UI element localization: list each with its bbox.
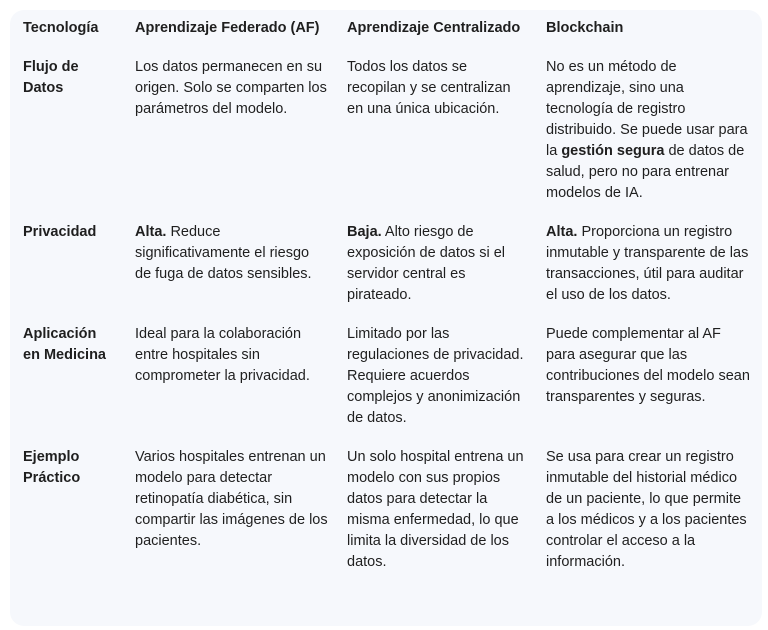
bold-text: Alta. bbox=[546, 224, 578, 240]
bold-text: Baja. bbox=[347, 224, 382, 240]
cell-aplicacion-blockchain: Puede complementar al AF para asegurar que las contribuciones del modelo sean transparentes y seguras. bbox=[546, 326, 750, 405]
table-row bbox=[14, 57, 762, 222]
header-blockchain: Blockchain bbox=[546, 20, 624, 36]
cell-text: de datos de salud, pero no para entrenar modelos de IA. bbox=[546, 143, 745, 201]
row-label-flujo-de-datos: Flujo de Datos bbox=[23, 59, 79, 96]
cell-privacidad-af bbox=[126, 222, 338, 324]
table-row bbox=[14, 222, 762, 324]
cell-flujo-af: Los datos permanecen en su origen. Solo se comparten los parámetros del modelo. bbox=[135, 59, 327, 117]
cell-privacidad-centralizado bbox=[338, 222, 537, 324]
comparison-table bbox=[14, 16, 762, 577]
row-label-ejemplo-practico: Ejemplo Práctico bbox=[23, 449, 81, 486]
header-aprendizaje-federado: Aprendizaje Federado (AF) bbox=[135, 20, 320, 36]
cell-flujo-centralizado: Todos los datos se recopilan y se centralizan en una única ubicación. bbox=[347, 59, 511, 117]
cell-text: Proporciona un registro inmutable y transparente de las transacciones, útil para auditar el uso de los datos. bbox=[546, 224, 749, 303]
bold-text: gestión segura bbox=[561, 143, 665, 159]
cell-aplicacion-af: Ideal para la colaboración entre hospitales sin comprometer la privacidad. bbox=[135, 326, 310, 384]
cell-ejemplo-centralizado: Un solo hospital entrena un modelo con sus propios datos para detectar la misma enfermedad, lo que limita la diversidad de los datos. bbox=[347, 449, 524, 570]
table-header-row bbox=[14, 16, 762, 57]
cell-ejemplo-af: Varios hospitales entrenan un modelo para detectar retinopatía diabética, sin compartir las imágenes de los pacientes. bbox=[135, 449, 328, 549]
header-tecnologia: Tecnología bbox=[23, 20, 99, 36]
cell-flujo-blockchain bbox=[537, 57, 762, 222]
comparison-card bbox=[10, 10, 762, 626]
cell-privacidad-blockchain bbox=[537, 222, 762, 324]
bold-text: Alta. bbox=[135, 224, 167, 240]
cell-text: Reduce significativamente el riesgo de fuga de datos sensibles. bbox=[135, 224, 312, 282]
row-label-privacidad: Privacidad bbox=[23, 224, 97, 240]
row-label-aplicacion-en-medicina: Aplicación en Medicina bbox=[23, 326, 106, 363]
cell-aplicacion-centralizado: Limitado por las regulaciones de privacidad. Requiere acuerdos complejos y anonimización de datos. bbox=[347, 326, 524, 426]
cell-ejemplo-blockchain: Se usa para crear un registro inmutable del historial médico de un paciente, lo que permite a los médicos y a los pacientes controlar el acceso a la información. bbox=[546, 449, 747, 570]
table-row bbox=[14, 324, 762, 447]
table-row bbox=[14, 447, 762, 577]
cell-text: Alto riesgo de exposición de datos si el servidor central es pirateado. bbox=[347, 224, 505, 303]
cell-text: No es un método de aprendizaje, sino una tecnología de registro distribuido. Se puede usar para la bbox=[546, 59, 748, 159]
header-aprendizaje-centralizado: Aprendizaje Centralizado bbox=[347, 20, 521, 36]
